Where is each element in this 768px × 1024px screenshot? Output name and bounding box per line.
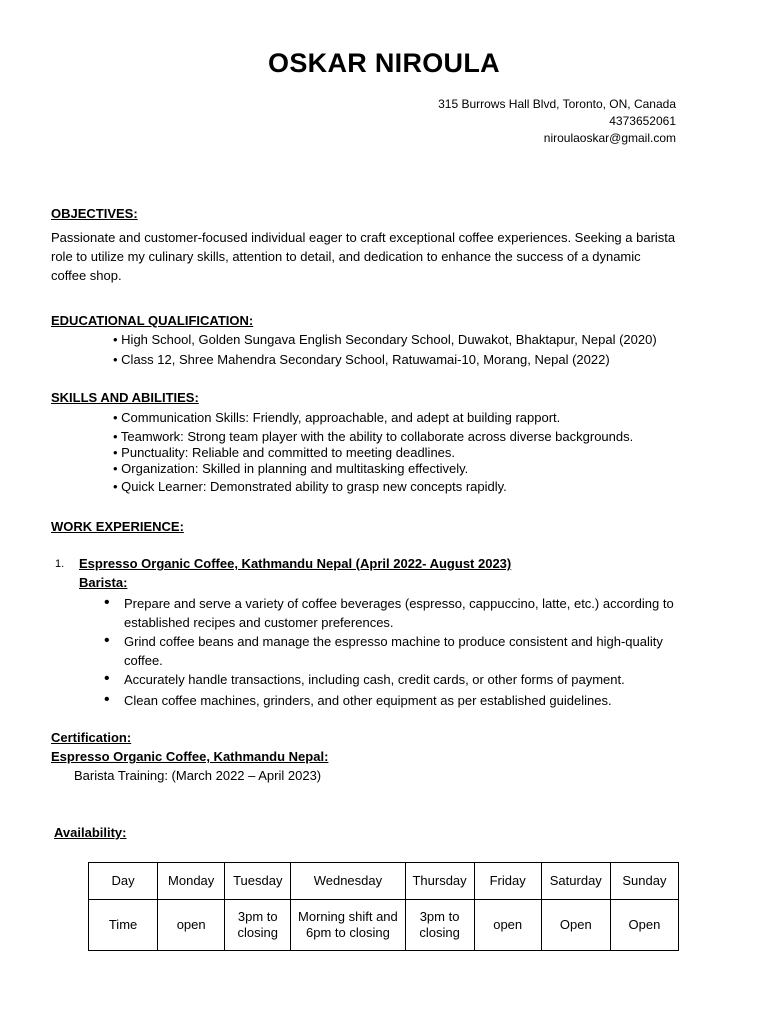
certification-detail: Barista Training: (March 2022 – April 2023) (74, 768, 322, 783)
duty-item (124, 691, 714, 710)
table-cell: Friday (474, 863, 541, 900)
objectives-line: Passionate and customer-focused individual eager to craft exceptional coffee experiences. Seeking a barista (51, 230, 676, 245)
table-cell: Thursday (405, 863, 474, 900)
address: 315 Burrows Hall Blvd, Toronto, ON, Canada (438, 97, 676, 111)
table-cell: Tuesday (225, 863, 291, 900)
table-cell: Sunday (610, 863, 678, 900)
objectives-line: role to utilize my culinary skills, attention to detail, and dedication to enhance the success of a dynamic (51, 249, 641, 264)
skill-item: • Teamwork: Strong team player with the ability to collaborate across diverse backgrounds. (113, 429, 634, 444)
duty-item (124, 594, 714, 632)
table-cell: open (158, 900, 225, 951)
bullet-icon: • (104, 691, 110, 708)
objectives-line: coffee shop. (51, 268, 122, 283)
education-heading: EDUCATIONAL QUALIFICATION: (51, 313, 254, 328)
duty-line: Accurately handle transactions, including cash, credit cards, or other forms of payment. (124, 672, 625, 687)
table-cell: 3pm to closing (225, 900, 291, 951)
bullet-icon: • (104, 632, 110, 649)
table-cell: Saturday (541, 863, 610, 900)
table-row (89, 900, 679, 951)
skill-item: • Communication Skills: Friendly, approachable, and adept at building rapport. (113, 410, 561, 425)
job-role: Barista: (79, 575, 128, 590)
duty-line: established recipes and customer preferences. (124, 615, 394, 630)
objectives-heading: OBJECTIVES: (51, 206, 138, 221)
bullet-icon: • (104, 670, 110, 687)
education-item: • High School, Golden Sungava English Secondary School, Duwakot, Bhaktapur, Nepal (2020) (113, 332, 657, 347)
job-title: Espresso Organic Coffee, Kathmandu Nepal (April 2022- August 2023) (79, 556, 512, 571)
table-cell: Morning shift and 6pm to closing (291, 900, 405, 951)
table-cell: Open (610, 900, 678, 951)
email: niroulaoskar@gmail.com (543, 131, 676, 145)
duty-line: Clean coffee machines, grinders, and other equipment as per established guidelines. (124, 693, 612, 708)
certification-heading: Certification: (51, 730, 132, 745)
certification-org: Espresso Organic Coffee, Kathmandu Nepal: (51, 749, 329, 764)
duty-line: Grind coffee beans and manage the espresso machine to produce consistent and high-quality (124, 634, 663, 649)
availability-heading: Availability: (54, 825, 127, 840)
duty-line: coffee. (124, 653, 163, 668)
candidate-name: OSKAR NIROULA (268, 48, 500, 78)
skill-item: • Organization: Skilled in planning and multitasking effectively. (113, 461, 469, 476)
table-cell: open (474, 900, 541, 951)
skill-item: • Quick Learner: Demonstrated ability to grasp new concepts rapidly. (113, 479, 507, 494)
education-item: • Class 12, Shree Mahendra Secondary School, Ratuwamai-10, Morang, Nepal (2022) (113, 352, 610, 367)
duty-item (124, 632, 714, 670)
skill-item: • Punctuality: Reliable and committed to meeting deadlines. (113, 445, 456, 460)
table-cell: Open (541, 900, 610, 951)
table-cell: 3pm to closing (405, 900, 474, 951)
phone: 4373652061 (609, 114, 676, 128)
job-number: 1. (55, 558, 65, 570)
table-cell: Monday (158, 863, 225, 900)
table-cell: Time (89, 900, 158, 951)
table-cell: Wednesday (291, 863, 405, 900)
table-row (89, 863, 679, 900)
availability-table (88, 862, 679, 951)
work-heading: WORK EXPERIENCE: (51, 519, 184, 534)
duty-line: Prepare and serve a variety of coffee beverages (espresso, cappuccino, latte, etc.) according to (124, 596, 674, 611)
skills-heading: SKILLS AND ABILITIES: (51, 390, 199, 405)
bullet-icon: • (104, 594, 110, 611)
table-cell: Day (89, 863, 158, 900)
duty-item (124, 670, 714, 689)
